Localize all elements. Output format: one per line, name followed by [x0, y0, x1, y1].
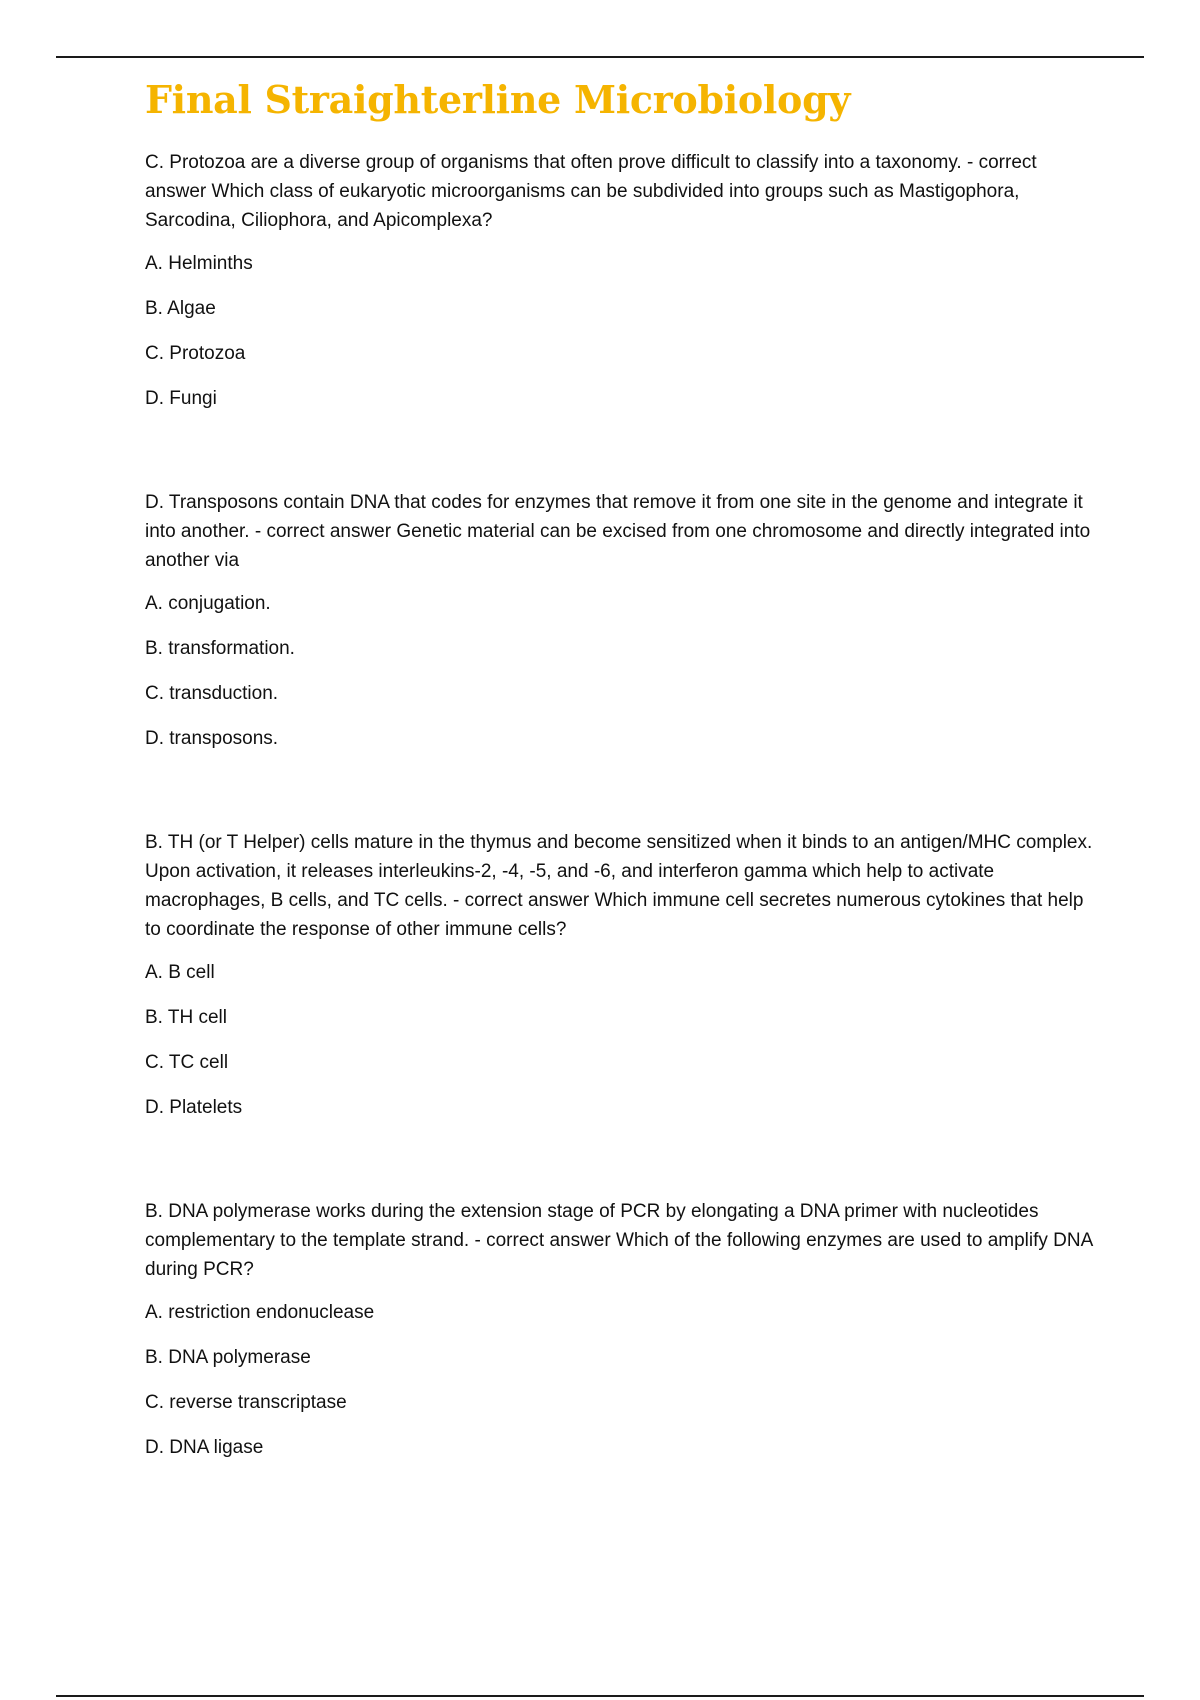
answer-option: B. TH cell: [145, 1007, 228, 1028]
question-4: [145, 1197, 1100, 1462]
question-3: [145, 828, 1100, 1122]
answer-option: D. Fungi: [145, 388, 217, 409]
top-rule: [56, 56, 1144, 58]
question-stem: B. DNA polymerase works during the extension stage of PCR by elongating a DNA primer with nucleotides complementary to the template strand. - correct answer Which of the following enzymes are used to amplify DNA during PCR?: [145, 1201, 1093, 1280]
answer-options: [145, 959, 1100, 1122]
answer-options: [145, 250, 1100, 413]
answer-option: A. conjugation.: [145, 593, 271, 614]
answer-option: D. DNA ligase: [145, 1437, 264, 1458]
page-content: [145, 72, 1100, 1479]
question-spacer: [145, 1139, 1100, 1197]
answer-options: [145, 590, 1100, 753]
answer-option: D. Platelets: [145, 1097, 243, 1118]
answer-option: B. DNA polymerase: [145, 1347, 311, 1368]
answer-options: [145, 1299, 1100, 1462]
answer-option: C. TC cell: [145, 1052, 229, 1073]
answer-option: D. transposons.: [145, 728, 279, 749]
bottom-rule: [56, 1695, 1144, 1697]
document-title: Final Straighterline Microbiology: [145, 77, 851, 122]
answer-option: C. reverse transcriptase: [145, 1392, 347, 1413]
question-stem: C. Protozoa are a diverse group of organisms that often prove difficult to classify into a taxonomy. - correct answer Which class of eukaryotic microorganisms can be subdivided into groups such as Mastigophora, Sarcodina, Ciliophora, and Apicomplexa?: [145, 152, 1037, 231]
question-stem: B. TH (or T Helper) cells mature in the thymus and become sensitized when it binds to an antigen/MHC complex. Upon activation, it releases interleukins-2, -4, -5, and -6, and interferon gamma which help to activate macrophages, B cells, and TC cells. - correct answer Which immune cell secretes numerous cytokines that help to coordinate the response of other immune cells?: [145, 832, 1093, 940]
question-spacer: [145, 430, 1100, 488]
answer-option: C. Protozoa: [145, 343, 246, 364]
answer-option: C. transduction.: [145, 683, 279, 704]
answer-option: A. restriction endonuclease: [145, 1302, 375, 1323]
answer-option: B. Algae: [145, 298, 216, 319]
question-1: [145, 148, 1100, 413]
question-stem: D. Transposons contain DNA that codes for enzymes that remove it from one site in the genome and integrate it into another. - correct answer Genetic material can be excised from one chromosome and directly integrated into another via: [145, 492, 1091, 571]
answer-option: A. B cell: [145, 962, 215, 983]
answer-option: B. transformation.: [145, 638, 295, 659]
question-2: [145, 488, 1100, 753]
question-spacer: [145, 770, 1100, 828]
answer-option: A. Helminths: [145, 253, 253, 274]
